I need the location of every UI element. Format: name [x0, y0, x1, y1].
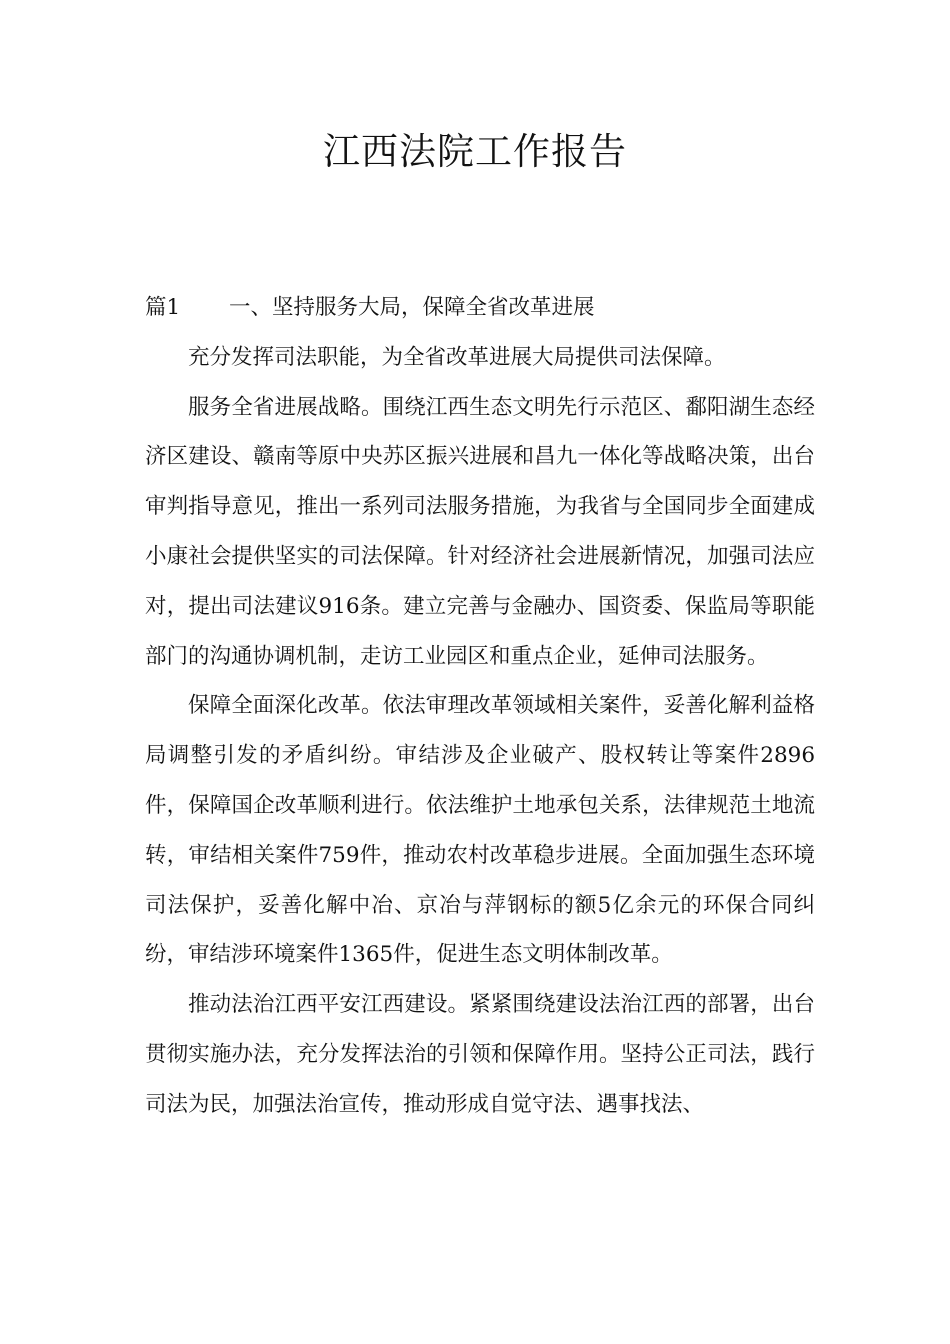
document-title: 江西法院工作报告: [323, 130, 627, 173]
document-body: [145, 283, 815, 1130]
paragraph: 充分发挥司法职能，为全省改革进展大局提供司法保障。: [188, 344, 726, 370]
section-label: 篇1: [145, 295, 181, 320]
paragraph: 保障全面深化改革。依法审理改革领域相关案件，妥善化解利益格局调整引发的矛盾纠纷。审结涉及企业破产、股权转让等案件2896件，保障国企改革顺利进行。依法维护土地承包关系，法律规范土地流转，审结相关案件759件，推动农村改革稳步进展。全面加强生态环境司法保护，妥善化解中冶、京冶与萍钢标的额5亿余元的环保合同纠纷，审结涉环境案件1365件，促进生态文明体制改革。: [145, 693, 815, 968]
paragraph: 服务全省进展战略。围绕江西生态文明先行示范区、鄱阳湖生态经济区建设、赣南等原中央苏区振兴进展和昌九一体化等战略决策，出台审判指导意见，推出一系列司法服务措施，为我省与全国同步全面建成小康社会提供坚实的司法保障。针对经济社会进展新情况，加强司法应对，提出司法建议916条。建立完善与金融办、国资委、保监局等职能部门的沟通协调机制，走访工业园区和重点企业，延伸司法服务。: [145, 394, 815, 669]
paragraph: 推动法治江西平安江西建设。紧紧围绕建设法治江西的部署，出台贯彻实施办法，充分发挥法治的引领和保障作用。坚持公正司法，践行司法为民，加强法治宣传，推动形成自觉守法、遇事找法、: [145, 992, 815, 1117]
section-heading-line: [145, 283, 815, 333]
section-heading: 一、坚持服务大局，保障全省改革进展: [229, 295, 595, 320]
